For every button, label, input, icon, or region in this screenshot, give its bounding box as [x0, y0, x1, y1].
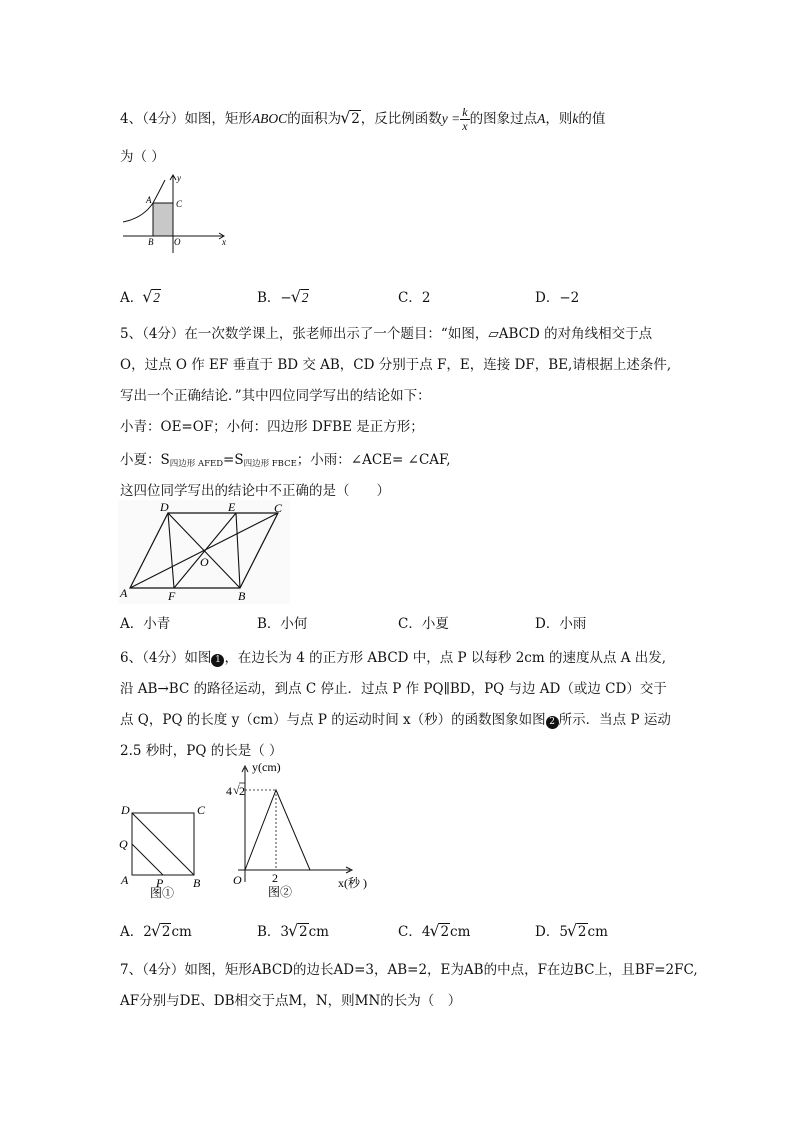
q4-text: 的面积为 [287, 111, 342, 127]
option-text: 小青 [143, 616, 171, 632]
q4-option-b[interactable] [257, 286, 309, 306]
q4-line2: 为（ ） [120, 149, 165, 165]
q6-diagonal-bd [132, 813, 194, 875]
option-coef: 5 [559, 924, 568, 940]
q5-label-d: D [160, 500, 169, 514]
q6-line4: 2.5 秒时，PQ 的长是（ ） [120, 743, 283, 759]
option-radicand: 2 [577, 924, 587, 940]
q6-line2: 沿 AB→BC 的路径运动，到点 C 停止．过点 P 作 PQ∥BD，PQ 与边 AD（或边 CD）交于 [120, 681, 667, 697]
q6-fig1-label-p: P [156, 876, 164, 890]
q5-label-c: C [274, 501, 283, 515]
q4-area-value: 2 [351, 111, 360, 127]
q5-label-b: B [238, 589, 246, 603]
q6-segment-pq [132, 844, 163, 875]
q5-label-f: F [168, 589, 176, 603]
q7-line2: AF分别与DE、DB相交于点M，N，则MN的长为（ ） [120, 993, 462, 1009]
q6-option-d[interactable] [535, 920, 608, 940]
q5-subscript: 四边形 AFED [169, 459, 224, 469]
q6-fig2-tick-2: 2 [272, 871, 278, 885]
q6-fig2-caption: 图② [268, 885, 293, 899]
sqrt [292, 290, 310, 306]
q6-fig2-sqrt-sign: √ [233, 783, 240, 797]
q5-option-c[interactable] [398, 612, 449, 632]
q4-number: 4、 [120, 111, 143, 127]
q4-label-b: B [148, 237, 154, 247]
q4-label-y: y [177, 173, 181, 183]
q5-line6: 这四位同学写出的结论中不正确的是（ ） [120, 483, 390, 499]
q4-label-o: O [174, 237, 181, 247]
option-letter: A． [120, 616, 144, 632]
option-coef: 2 [143, 924, 152, 940]
q4-rect-name: ABOC [251, 111, 288, 126]
q6-fig1-label-q: Q [119, 837, 128, 851]
q4-area-sqrt [341, 111, 361, 127]
option-unit: cm [450, 924, 471, 940]
q6-option-b[interactable] [257, 920, 329, 940]
option-radicand: 2 [301, 290, 309, 305]
q6-fig1-label-a: A [121, 873, 129, 887]
q4-text: 如图，矩形 [184, 111, 252, 127]
option-radicand: 2 [440, 924, 450, 940]
q6-figure-1 [116, 798, 211, 900]
q6-line1 [120, 646, 666, 667]
option-letter: C． [398, 616, 422, 632]
q4-text: 的值 [578, 111, 606, 127]
q4-label-a: A [146, 195, 152, 205]
option-letter: D． [535, 290, 560, 306]
q4-var-k: k [572, 111, 579, 126]
q6-fig2-yaxis-label: y(cm) [252, 760, 281, 774]
q6-option-c[interactable] [398, 920, 470, 940]
q5-label-e: E [228, 500, 236, 514]
q6-circled-1: 1 [211, 654, 224, 667]
q6-text: 6、（4分）如图 [120, 650, 212, 666]
sqrt [568, 924, 588, 940]
q6-text: 点 Q，PQ 的长度 y（cm）与点 P 的运动时间 x（秒）的函数图象如图 [120, 712, 546, 728]
q5-option-b[interactable] [257, 612, 307, 632]
option-unit: cm [171, 924, 192, 940]
q4-func-fraction [460, 106, 469, 133]
option-coef: 3 [280, 924, 290, 940]
q4-option-c[interactable] [398, 286, 430, 306]
q4-text: ，则 [545, 111, 573, 127]
option-text: 小夏 [421, 616, 449, 632]
q4-point: A [537, 111, 546, 126]
q6-fig1-label-c: C [197, 803, 206, 817]
option-letter: C． [398, 290, 422, 306]
option-prefix: − [280, 290, 292, 306]
q5-text: =S [223, 452, 244, 468]
q5-line5 [120, 448, 451, 468]
q4-text: ，反比例函数 [360, 111, 442, 127]
option-radicand: 2 [153, 290, 160, 305]
option-letter: B． [257, 290, 281, 306]
q4-label-x: x [222, 237, 226, 247]
q5-label-o: O [200, 555, 209, 569]
sqrt [430, 924, 450, 940]
q6-fig2-peak-rad: 2 [239, 784, 245, 798]
q6-text: ，在边长为 4 的正方形 ABCD 中，点 P 以每秒 2cm 的速度从点 A 出发, [224, 650, 667, 666]
q5-line3: 写出一个正确结论．”其中四位同学写出的结论如下： [120, 388, 431, 404]
q5-text: ；小雨：∠ACE= ∠CAF, [296, 452, 451, 468]
q4-func-lhs: y = [441, 111, 461, 126]
option-radicand: 2 [299, 924, 308, 940]
option-letter: A． [120, 924, 144, 940]
sqrt [152, 924, 172, 940]
q4-line1 [120, 106, 605, 133]
q6-fig2-peak-coef: 4 [226, 784, 232, 798]
q5-option-d[interactable] [535, 612, 586, 632]
option-letter: D． [535, 924, 560, 940]
q6-fig1-caption: 图① [150, 886, 175, 900]
option-letter: D． [535, 616, 560, 632]
q7-line1: 7、（4分）如图，矩形ABCD的边长AD=3，AB=2，E为AB的中点，F在边BC上，且BF=2FC, [120, 962, 698, 978]
q5-option-a[interactable] [120, 612, 170, 632]
q5-line4: 小青：OE=OF；小何：四边形 DFBE 是正方形； [120, 419, 424, 435]
option-letter: B． [257, 924, 281, 940]
q5-line2: O，过点 O 作 EF 垂直于 BD 交 AB，CD 分别于点 F，E，连接 DF，BE,请根据上述条件, [120, 357, 672, 373]
q6-figure-2 [226, 760, 386, 905]
q4-text: 的图象过点 [469, 111, 538, 127]
option-radicand: 2 [161, 924, 171, 940]
q4-label-c: C [176, 199, 183, 209]
q5-text: 小夏：S [120, 452, 170, 468]
option-value: 2 [421, 290, 431, 306]
option-unit: cm [587, 924, 608, 940]
sqrt [143, 290, 161, 306]
q5-label-a: A [120, 586, 128, 600]
option-unit: cm [308, 924, 329, 940]
q6-fig2-xaxis-label: x(秒 ) [338, 876, 367, 890]
q4-figure [115, 172, 235, 254]
q6-fig1-label-b: B [193, 876, 201, 890]
q4-option-a[interactable] [120, 286, 161, 306]
q4-func-den: x [462, 119, 468, 133]
option-text: 小雨 [559, 616, 587, 632]
q4-score: （4分） [142, 111, 185, 127]
option-text: 小何 [280, 616, 308, 632]
option-letter: A． [120, 290, 144, 306]
sqrt [289, 924, 309, 940]
q5-line1: 5、（4分）在一次数学课上，张老师出示了一个题目：“如图，▱ABCD 的对角线相交于点 [120, 326, 653, 342]
q6-fig2-origin: O [233, 873, 242, 887]
option-letter: B． [257, 616, 281, 632]
q6-fig2-graph [245, 790, 310, 870]
q6-option-a[interactable] [120, 920, 192, 940]
q6-text: 所示．当点 P 运动 [558, 712, 671, 728]
option-value: −2 [559, 290, 580, 306]
q6-fig1-label-d: D [121, 803, 130, 817]
q4-func-num: k [462, 105, 468, 119]
q4-option-d[interactable] [535, 286, 579, 306]
q6-circled-2: 2 [546, 716, 559, 729]
q4-shaded-rect [153, 203, 173, 236]
q5-subscript: 四边形 FBCE [243, 459, 297, 469]
q6-line3 [120, 708, 671, 729]
option-letter: C． [398, 924, 422, 940]
option-coef: 4 [421, 924, 431, 940]
q5-figure [118, 500, 290, 604]
